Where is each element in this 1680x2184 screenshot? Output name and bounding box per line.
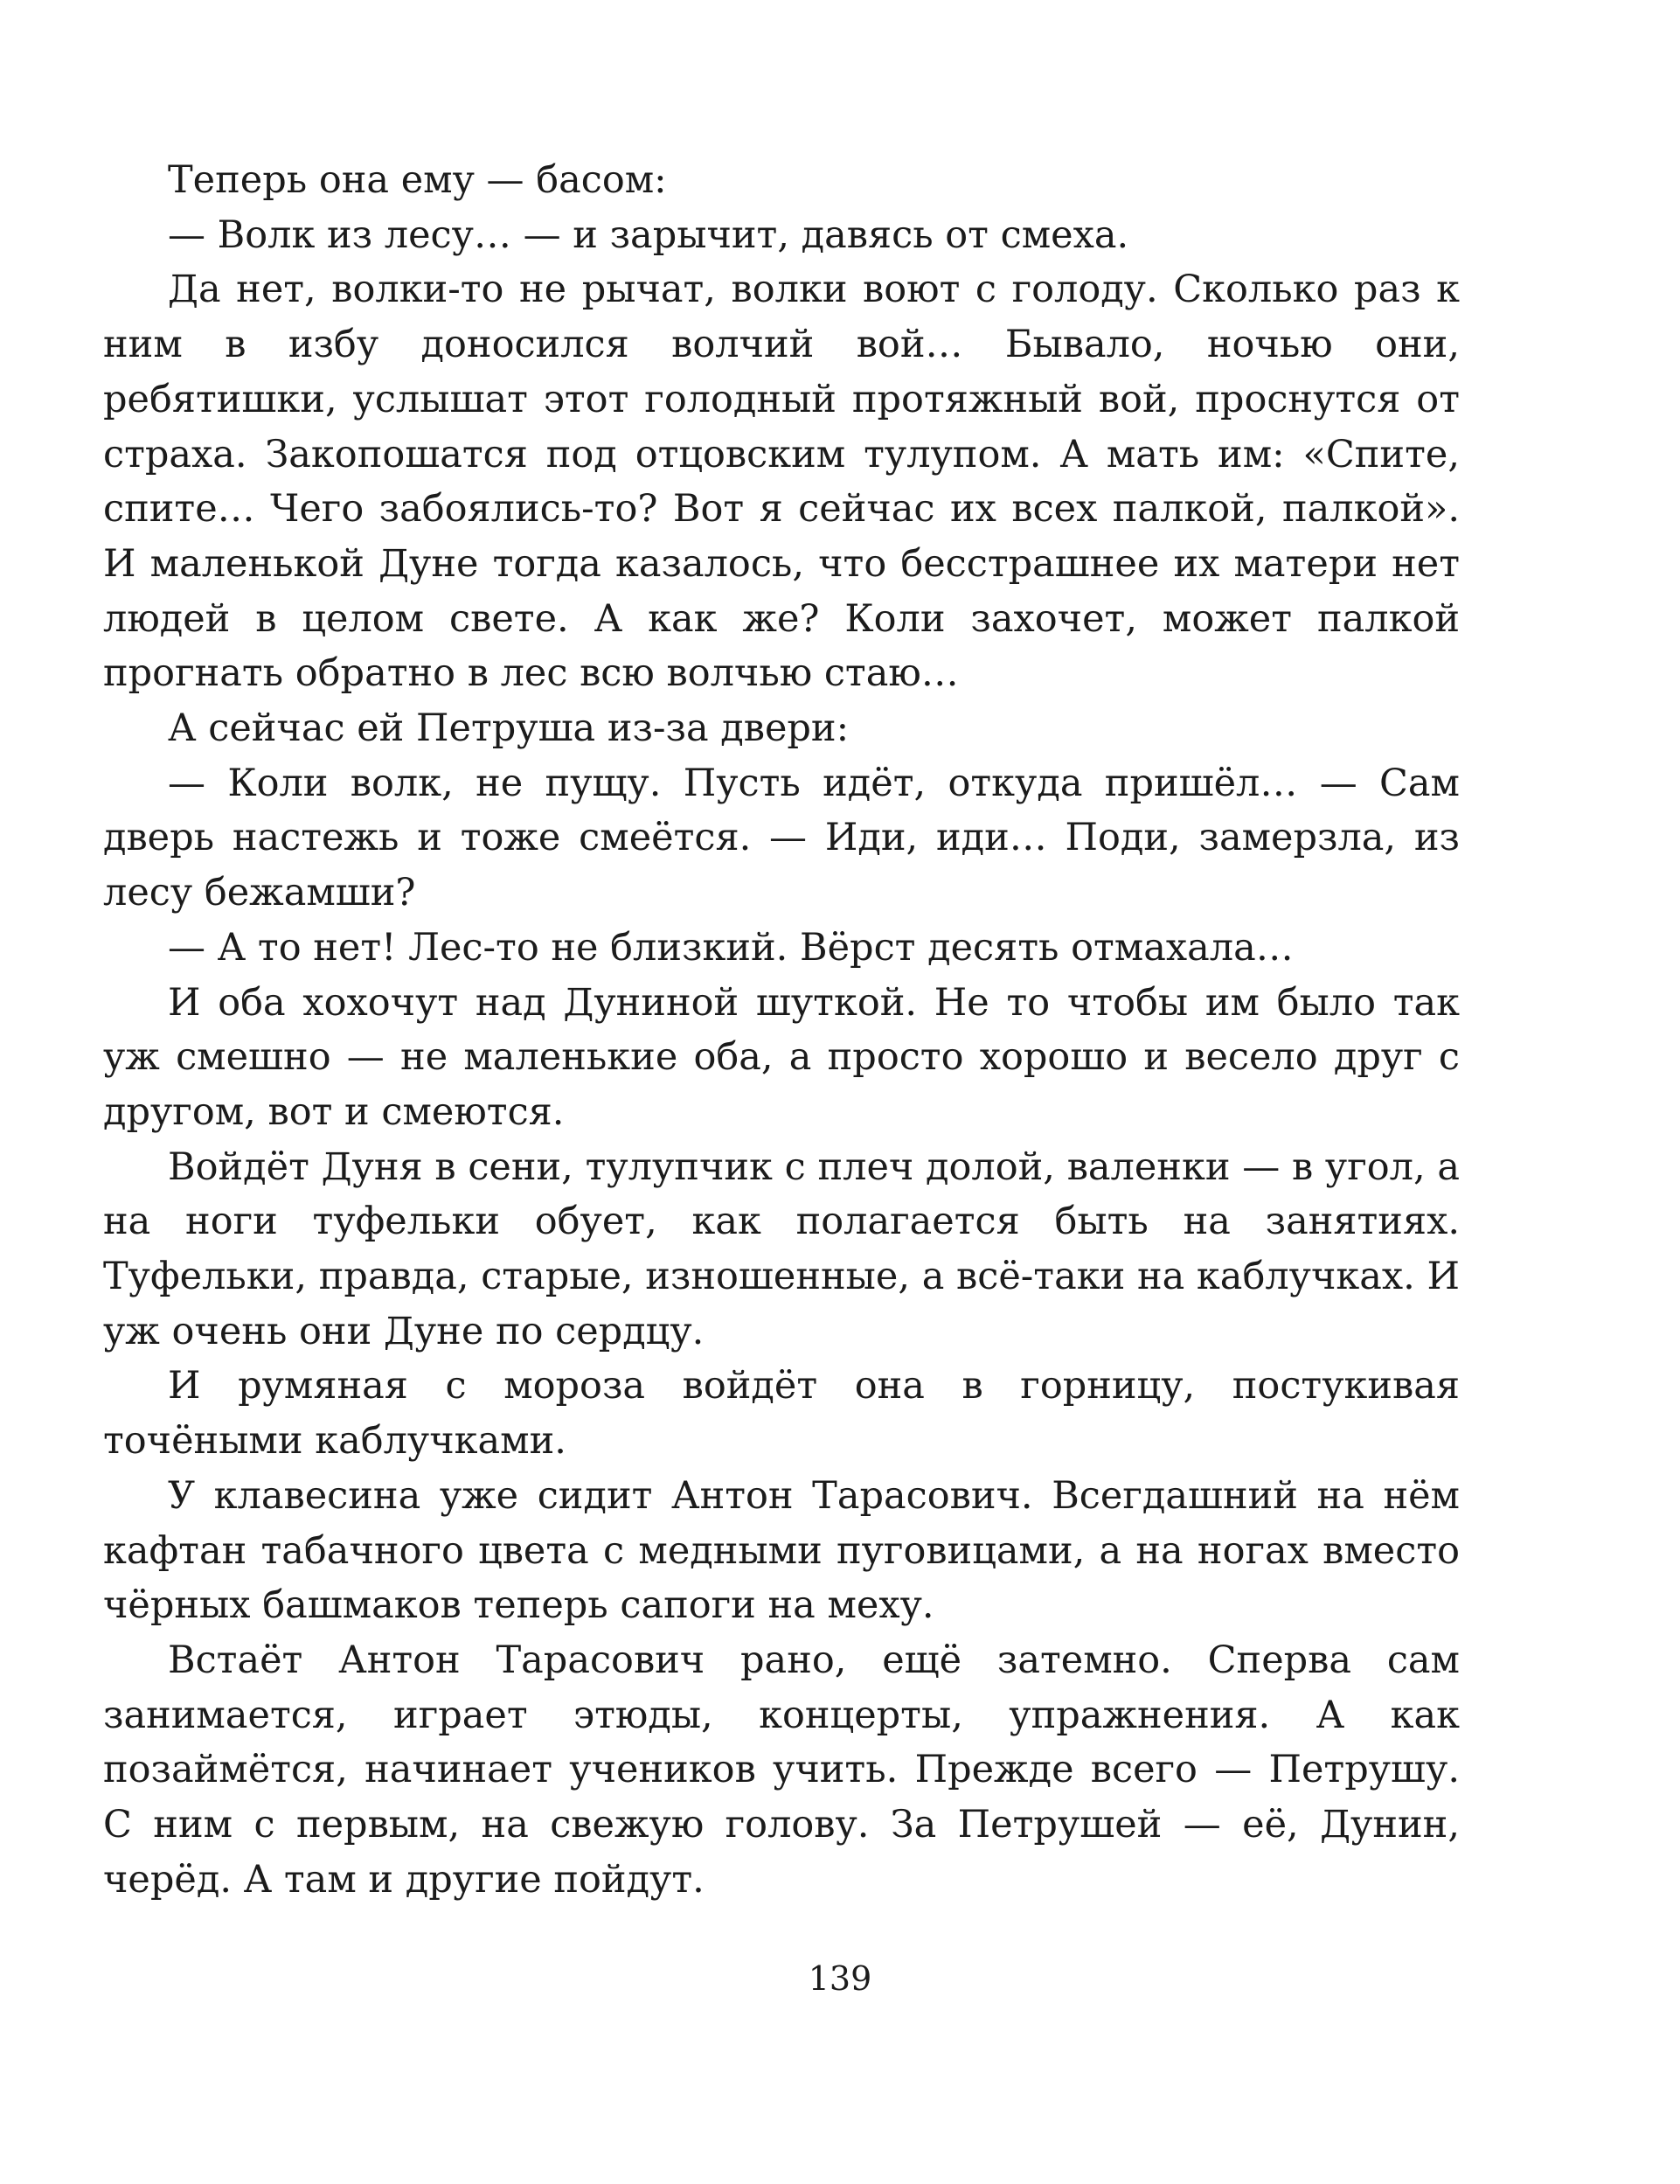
paragraph: — Коли волк, не пущу. Пусть идёт, откуда пришёл… — Сам дверь настежь и тоже смеётся. — Иди, иди… Поди, замерзла, из лесу бежамши? — [103, 761, 1460, 915]
paragraph: Встаёт Антон Тарасович рано, ещё затемно. Сперва сам занимается, играет этюды, концерты, упражнения. А как позаймётся, начинает учеников учить. Прежде всего — Петрушу. С ним с первым, на свежую голову. За Петрушей — её, Дунин, черёд. А там и другие пойдут. — [103, 1638, 1460, 1902]
paragraph: — Волк из лесу… — и зарычит, давясь от смеха. — [168, 212, 1129, 257]
paragraph: Да нет, волки-то не рычат, волки воют с голоду. Сколько раз к ним в избу доносился волчий вой… Бывало, ночью они, ребятишки, услышат этот голодный протяжный вой, проснутся от страха. Закопошатся под отцовским тулупом. А мать им: «Спите, спите… Чего забоялись-то? Вот я сейчас их всех палкой, палкой». И маленькой Дуне тогда казалось, что бесстрашнее их матери нет людей в целом свете. А как же? Коли захочет, может палкой прогнать обратно в лес всю волчью стаю… — [103, 268, 1460, 696]
paragraph: А сейчас ей Петруша из-за двери: — [168, 706, 850, 751]
paragraph: Войдёт Дуня в сени, тулупчик с плеч долой, валенки — в угол, а на ноги туфельки обует, как полагается быть на занятиях. Туфельки, правда, старые, изношенные, а всё-таки на каблучках. И уж очень они Дуне по сердцу. — [103, 1144, 1460, 1353]
paragraph: И румяная с мороза войдёт она в горницу, постукивая точёными каблучками. — [103, 1364, 1460, 1464]
paragraph: И оба хохочут над Дуниной шуткой. Не то чтобы им было так уж смешно — не маленькие оба, а просто хорошо и весело друг с другом, вот и смеются. — [103, 980, 1460, 1134]
page-number: 139 — [808, 1959, 872, 1998]
body-text — [103, 153, 1460, 1908]
paragraph: У клавесина уже сидит Антон Тарасович. Всегдашний на нём кафтан табачного цвета с медными пуговицами, а на ногах вместо чёрных башмаков теперь сапоги на меху. — [103, 1473, 1460, 1628]
paragraph: — А то нет! Лес-то не близкий. Вёрст десять отмахала… — [168, 925, 1294, 970]
paragraph: Теперь она ему — басом: — [168, 158, 667, 202]
